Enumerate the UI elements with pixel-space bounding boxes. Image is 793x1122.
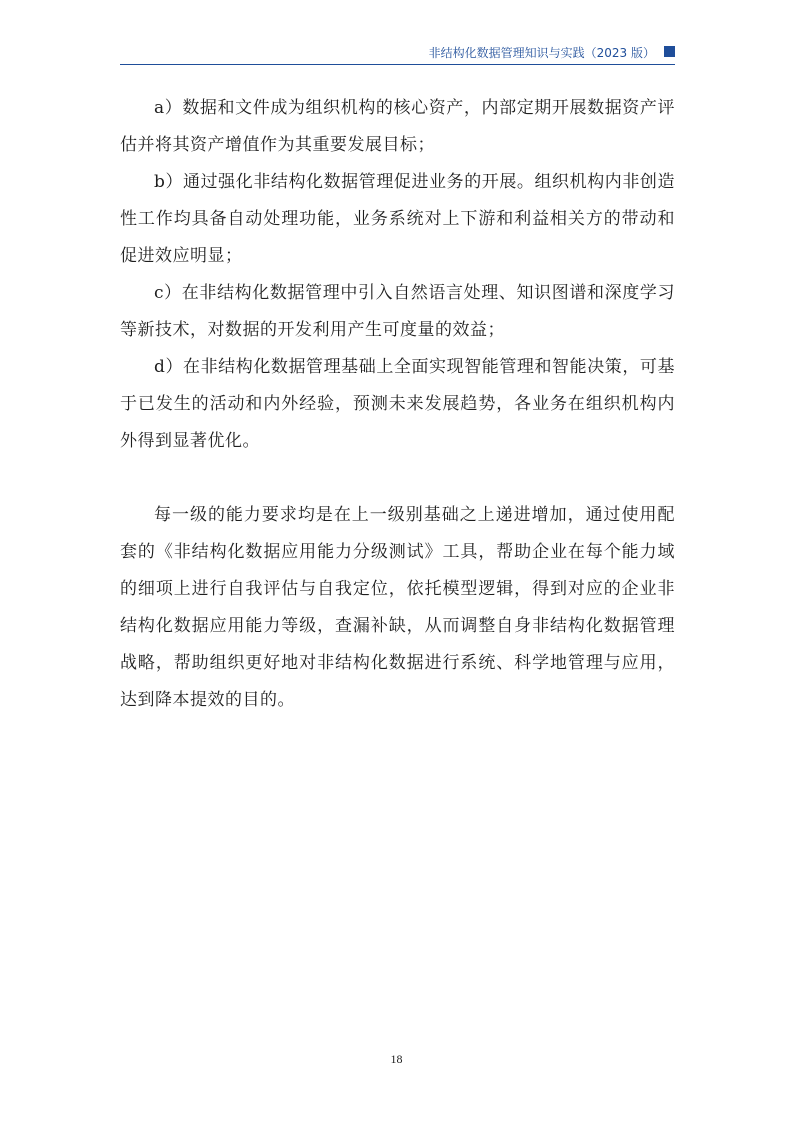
list-item-b: b）通过强化非结构化数据管理促进业务的开展。组织机构内非创造性工作均具备自动处理功能，业务系统对上下游和利益相关方的带动和促进效应明显； (120, 172, 675, 266)
list-item-c: c）在非结构化数据管理中引入自然语言处理、知识图谱和深度学习等新技术，对数据的开发利用产生可度量的效益； (120, 283, 675, 340)
summary-paragraph: 每一级的能力要求均是在上一级别基础之上递进增加，通过使用配套的《非结构化数据应用能力分级测试》工具，帮助企业在每个能力域的细项上进行自我评估与自我定位，依托模型逻辑，得到对应的企业非结构化数据应用能力等级，查漏补缺，从而调整自身非结构化数据管理战略，帮助组织更好地对非结构化数据进行系统、科学地管理与应用，达到降本提效的目的。 (120, 505, 675, 710)
paragraph-gap (120, 460, 675, 497)
running-header (120, 42, 675, 65)
page-number: 18 (390, 1052, 403, 1066)
header-title: 非结构化数据管理知识与实践（2023 版） (428, 46, 655, 60)
page-body (120, 90, 675, 719)
list-item-d: d）在非结构化数据管理基础上全面实现智能管理和智能决策，可基于已发生的活动和内外经验，预测未来发展趋势，各业务在组织机构内外得到显著优化。 (120, 357, 675, 451)
list-item-a: a）数据和文件成为组织机构的核心资产，内部定期开展数据资产评估并将其资产增值作为其重要发展目标； (120, 98, 675, 155)
header-square-icon (664, 46, 675, 57)
